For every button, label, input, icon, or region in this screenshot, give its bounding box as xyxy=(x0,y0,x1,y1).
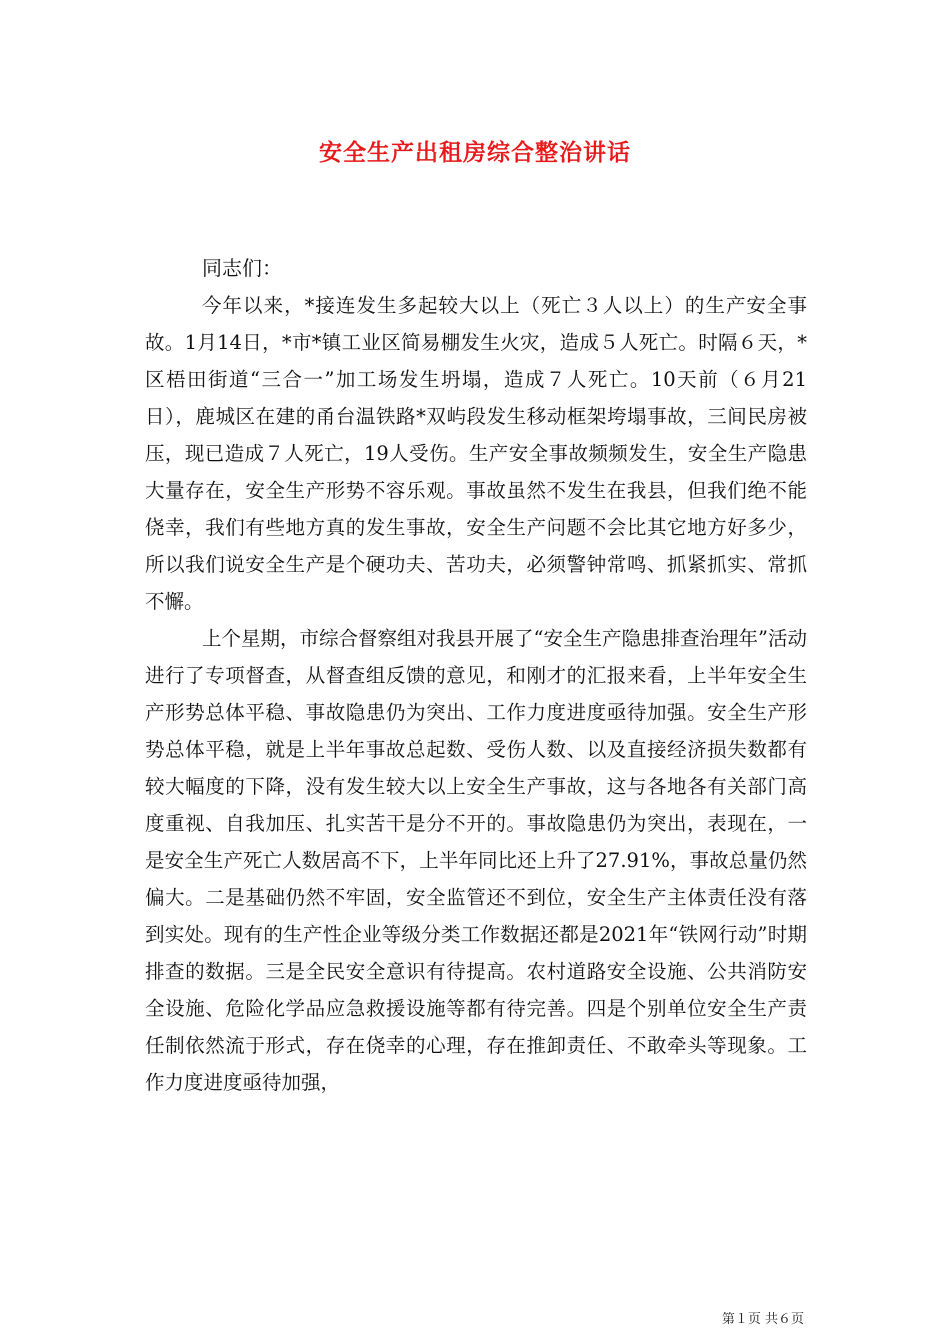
page-number: 第１页 共６页 xyxy=(721,1312,804,1327)
document-title: 安全生产出租房综合整治讲话 xyxy=(319,139,631,166)
document-body xyxy=(145,250,807,1101)
salutation: 同志们： xyxy=(202,256,282,280)
paragraph-1: 今年以来，*接连发生多起较大以上（死亡３人以上）的生产安全事故。1月14日，*市*镇工业区简易棚发生火灾，造成５人死亡。时隔６天，*区梧田街道“三合一”加工场发生坍塌，造成７人死亡。10天前（６月21日），鹿城区在建的甬台温铁路*双屿段发生移动框架垮塌事故，三间民房被压，现已造成７人死亡，19人受伤。生产安全事故频频发生，安全生产隐患大量存在，安全生产形势不容乐观。事故虽然不发生在我县，但我们绝不能侥幸，我们有些地方真的发生事故，安全生产问题不会比其它地方好多少，所以我们说安全生产是个硬功夫、苦功夫，必须警钟常鸣、抓紧抓实、常抓不懈。 xyxy=(145,294,807,613)
paragraph-2: 上个星期，市综合督察组对我县开展了“安全生产隐患排查治理年”活动进行了专项督查，从督查组反馈的意见，和刚才的汇报来看，上半年安全生产形势总体平稳、事故隐患仍为突出、工作力度进度亟待加强。安全生产形势总体平稳，就是上半年事故总起数、受伤人数、以及直接经济损失数都有较大幅度的下降，没有发生较大以上安全生产事故，这与各地各有关部门高度重视、自我加压、扎实苦干是分不开的。事故隐患仍为突出，表现在，一是安全生产死亡人数居高不下，上半年同比还上升了27.91%，事故总量仍然偏大。二是基础仍然不牢固，安全监管还不到位，安全生产主体责任没有落到实处。现有的生产性企业等级分类工作数据还都是2021年“铁网行动”时期排查的数据。三是全民安全意识有待提高。农村道路安全设施、公共消防安全设施、危险化学品应急救援设施等都有待完善。四是个别单位安全生产责任制依然流于形式，存在侥幸的心理，存在推卸责任、不敢牵头等现象。工作力度进度亟待加强， xyxy=(145,627,807,1094)
